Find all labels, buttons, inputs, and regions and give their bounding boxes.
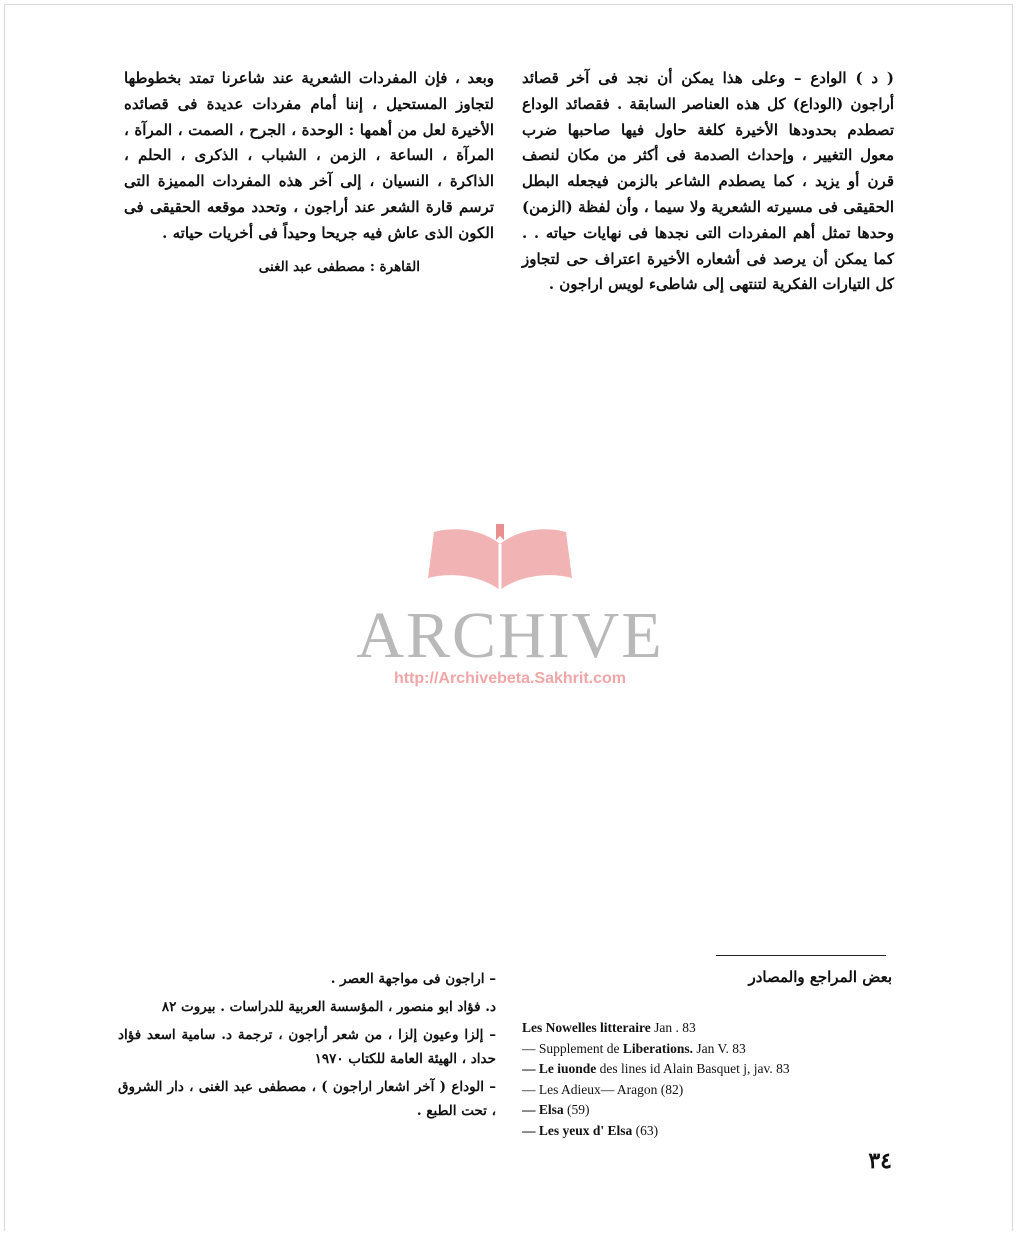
references-divider <box>716 955 886 956</box>
reference-arabic-item: – اراجون فى مواجهة العصر . <box>330 971 496 987</box>
reference-french-prefix: — Les Adieux— Aragon (82) <box>522 1081 684 1097</box>
reference-french-detail: Jan V. 83 <box>693 1040 746 1056</box>
reference-french-detail: (63) <box>632 1122 659 1138</box>
reference-french-title: — Elsa <box>522 1102 564 1118</box>
reference-french-item <box>522 1100 892 1121</box>
paragraph-farewell: ( د ) الوادع – وعلى هذا يمكن أن نجد فى آخر قصائد أراجون (الوداع) كل هذه العناصر السابقة . فقصائد الوداع تصطدم بحدودها الأخيرة كلغة حاول فيها صاحبها ضرب معول التغيير ، وإحداث الصدمة فى أكثر من مكان لنصف قرن أو يزيد ، كما يصطدم الشاعر بالزمن فيجعله البطل الحقيقى فى مسيرته الشعرية ولا سيما ، وأن لفظة (الزمن) وحدها تمثل أهم المفردات التى نجدها فى نهايات حياته . . كما يمكن أن يرصد فى أشعاره الأخيرة اعتراف حى لتجاوز كل التيارات الفكرية لتنتهى إلى شاطىء لويس اراجون . <box>522 69 894 294</box>
reference-french-detail: des lines id Alain Basquet j, jav. 83 <box>596 1061 790 1077</box>
page-number: ٣٤ <box>868 1148 892 1174</box>
article-left-column <box>124 66 494 247</box>
reference-arabic-item: – الوداع ( آخر اشعار اراجون ) ، مصطفى عبد الغنى ، دار الشروق ، تحت الطبع . <box>118 1079 496 1119</box>
paragraph-conclusion: وبعد ، فإن المفردات الشعرية عند شاعرنا تمتد بخطوطها لتجاوز المستحيل ، إننا أمام مفردات عديدة فى قصائده الأخيرة لعل من أهمها : الوحدة ، الجرح ، الصمت ، المرآة ، المرآة ، الساعة ، الزمن ، الشباب ، الذكرى ، الحلم ، الذاكرة ، النسيان ، إلى آخر هذه المفردات المميزة التى ترسم قارة الشعر عند أراجون ، وتحدد موقعه الحقيقى فى الكون الذى عاش فيه جريحا وحيداً فى أخريات حياته . <box>124 69 494 242</box>
reference-arabic-item: د. فؤاد ابو منصور ، المؤسسة العربية للدراسات . بيروت ٨٢ <box>161 999 496 1015</box>
reference-french-item <box>522 1018 892 1039</box>
reference-french-title: — Le iuonde <box>522 1061 597 1077</box>
reference-french-title: Liberations. <box>622 1040 694 1056</box>
article-right-column <box>522 66 894 298</box>
reference-french-title: Les Nowelles litteraire <box>522 1020 651 1035</box>
watermark-url: http://Archivebeta.Sakhrit.com <box>393 670 627 687</box>
reference-french-detail: Jan . 83 <box>650 1020 696 1035</box>
reference-french-item <box>522 1121 892 1142</box>
reference-french-title: — Les yeux d' Elsa <box>522 1122 633 1138</box>
references-french-list <box>522 1018 892 1142</box>
archive-watermark <box>340 520 680 700</box>
reference-french-item <box>522 1059 892 1080</box>
open-book-icon <box>420 520 580 600</box>
reference-french-detail: (59) <box>563 1102 590 1118</box>
reference-french-item <box>522 1039 892 1060</box>
reference-arabic-item: – إلزا وعيون إلزا ، من شعر أراجون ، ترجمة د. سامية اسعد فؤاد حداد ، الهيئة العامة للكتاب ١٩٧٠ <box>118 1027 496 1067</box>
reference-french-prefix: — Supplement de <box>522 1040 623 1056</box>
references-heading: بعض المراجع والمصادر <box>748 968 892 986</box>
reference-french-item <box>522 1080 892 1101</box>
author-signature: القاهرة : مصطفى عبد الغنى <box>258 259 420 275</box>
watermark-title: ARCHIVE <box>356 599 664 672</box>
references-arabic-list <box>118 967 496 1127</box>
